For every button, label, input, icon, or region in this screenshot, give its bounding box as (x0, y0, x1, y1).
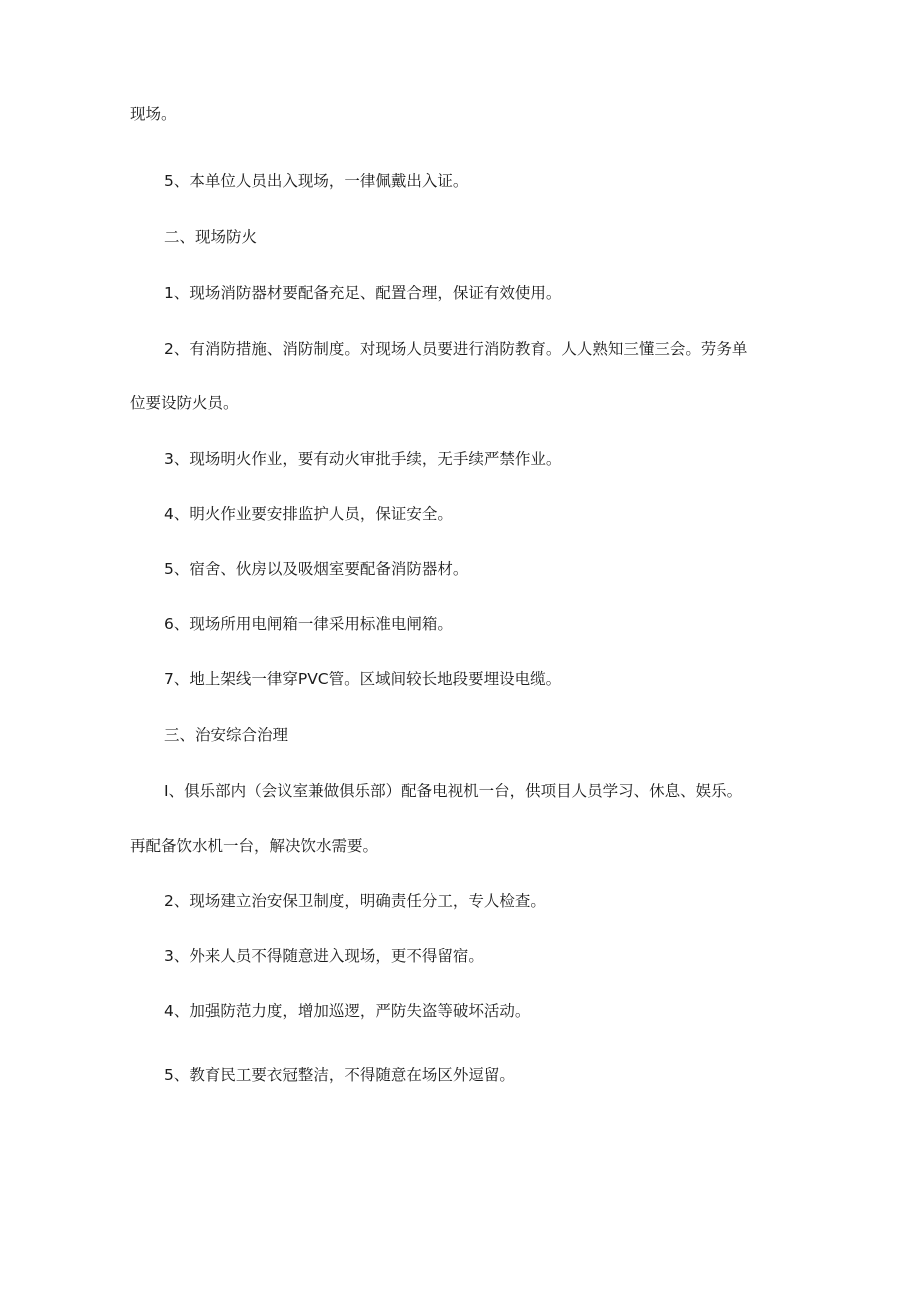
paragraph-line: I、俱乐部内（会议室兼做俱乐部）配备电视机一台，供项目人员学习、休息、娱乐。 (164, 782, 743, 800)
paragraph-line: 5、本单位人员出入现场，一律佩戴出入证。 (164, 172, 469, 190)
paragraph-line: 5、教育民工要衣冠整洁，不得随意在场区外逗留。 (164, 1066, 515, 1084)
paragraph-line: 4、明火作业要安排监护人员，保证安全。 (164, 505, 453, 523)
paragraph-line: 2、现场建立治安保卫制度，明确责任分工，专人检查。 (164, 892, 546, 910)
section-heading: 三、治安综合治理 (164, 726, 289, 744)
paragraph-line: 4、加强防范力度，增加巡逻，严防失盗等破坏活动。 (164, 1002, 531, 1020)
paragraph-line: 1、现场消防器材要配备充足、配置合理，保证有效使用。 (164, 284, 562, 302)
paragraph-line: 3、外来人员不得随意进入现场，更不得留宿。 (164, 947, 484, 965)
paragraph-line: 位要设防火员。 (130, 394, 239, 412)
section-heading: 二、现场防火 (164, 228, 258, 246)
paragraph-line: 现场。 (130, 105, 177, 123)
paragraph-line: 5、宿舍、伙房以及吸烟室要配备消防器材。 (164, 560, 469, 578)
paragraph-line: 2、有消防措施、消防制度。对现场人员要进行消防教育。人人熟知三懂三会。劳务单 (164, 340, 748, 358)
paragraph-line: 3、现场明火作业，要有动火审批手续，无手续严禁作业。 (164, 450, 562, 468)
paragraph-line: 再配备饮水机一台，解决饮水需要。 (130, 837, 379, 855)
paragraph-line: 7、地上架线一律穿PVC管。区域间较长地段要埋设电缆。 (164, 670, 562, 688)
paragraph-line: 6、现场所用电闸箱一律采用标准电闸箱。 (164, 615, 453, 633)
